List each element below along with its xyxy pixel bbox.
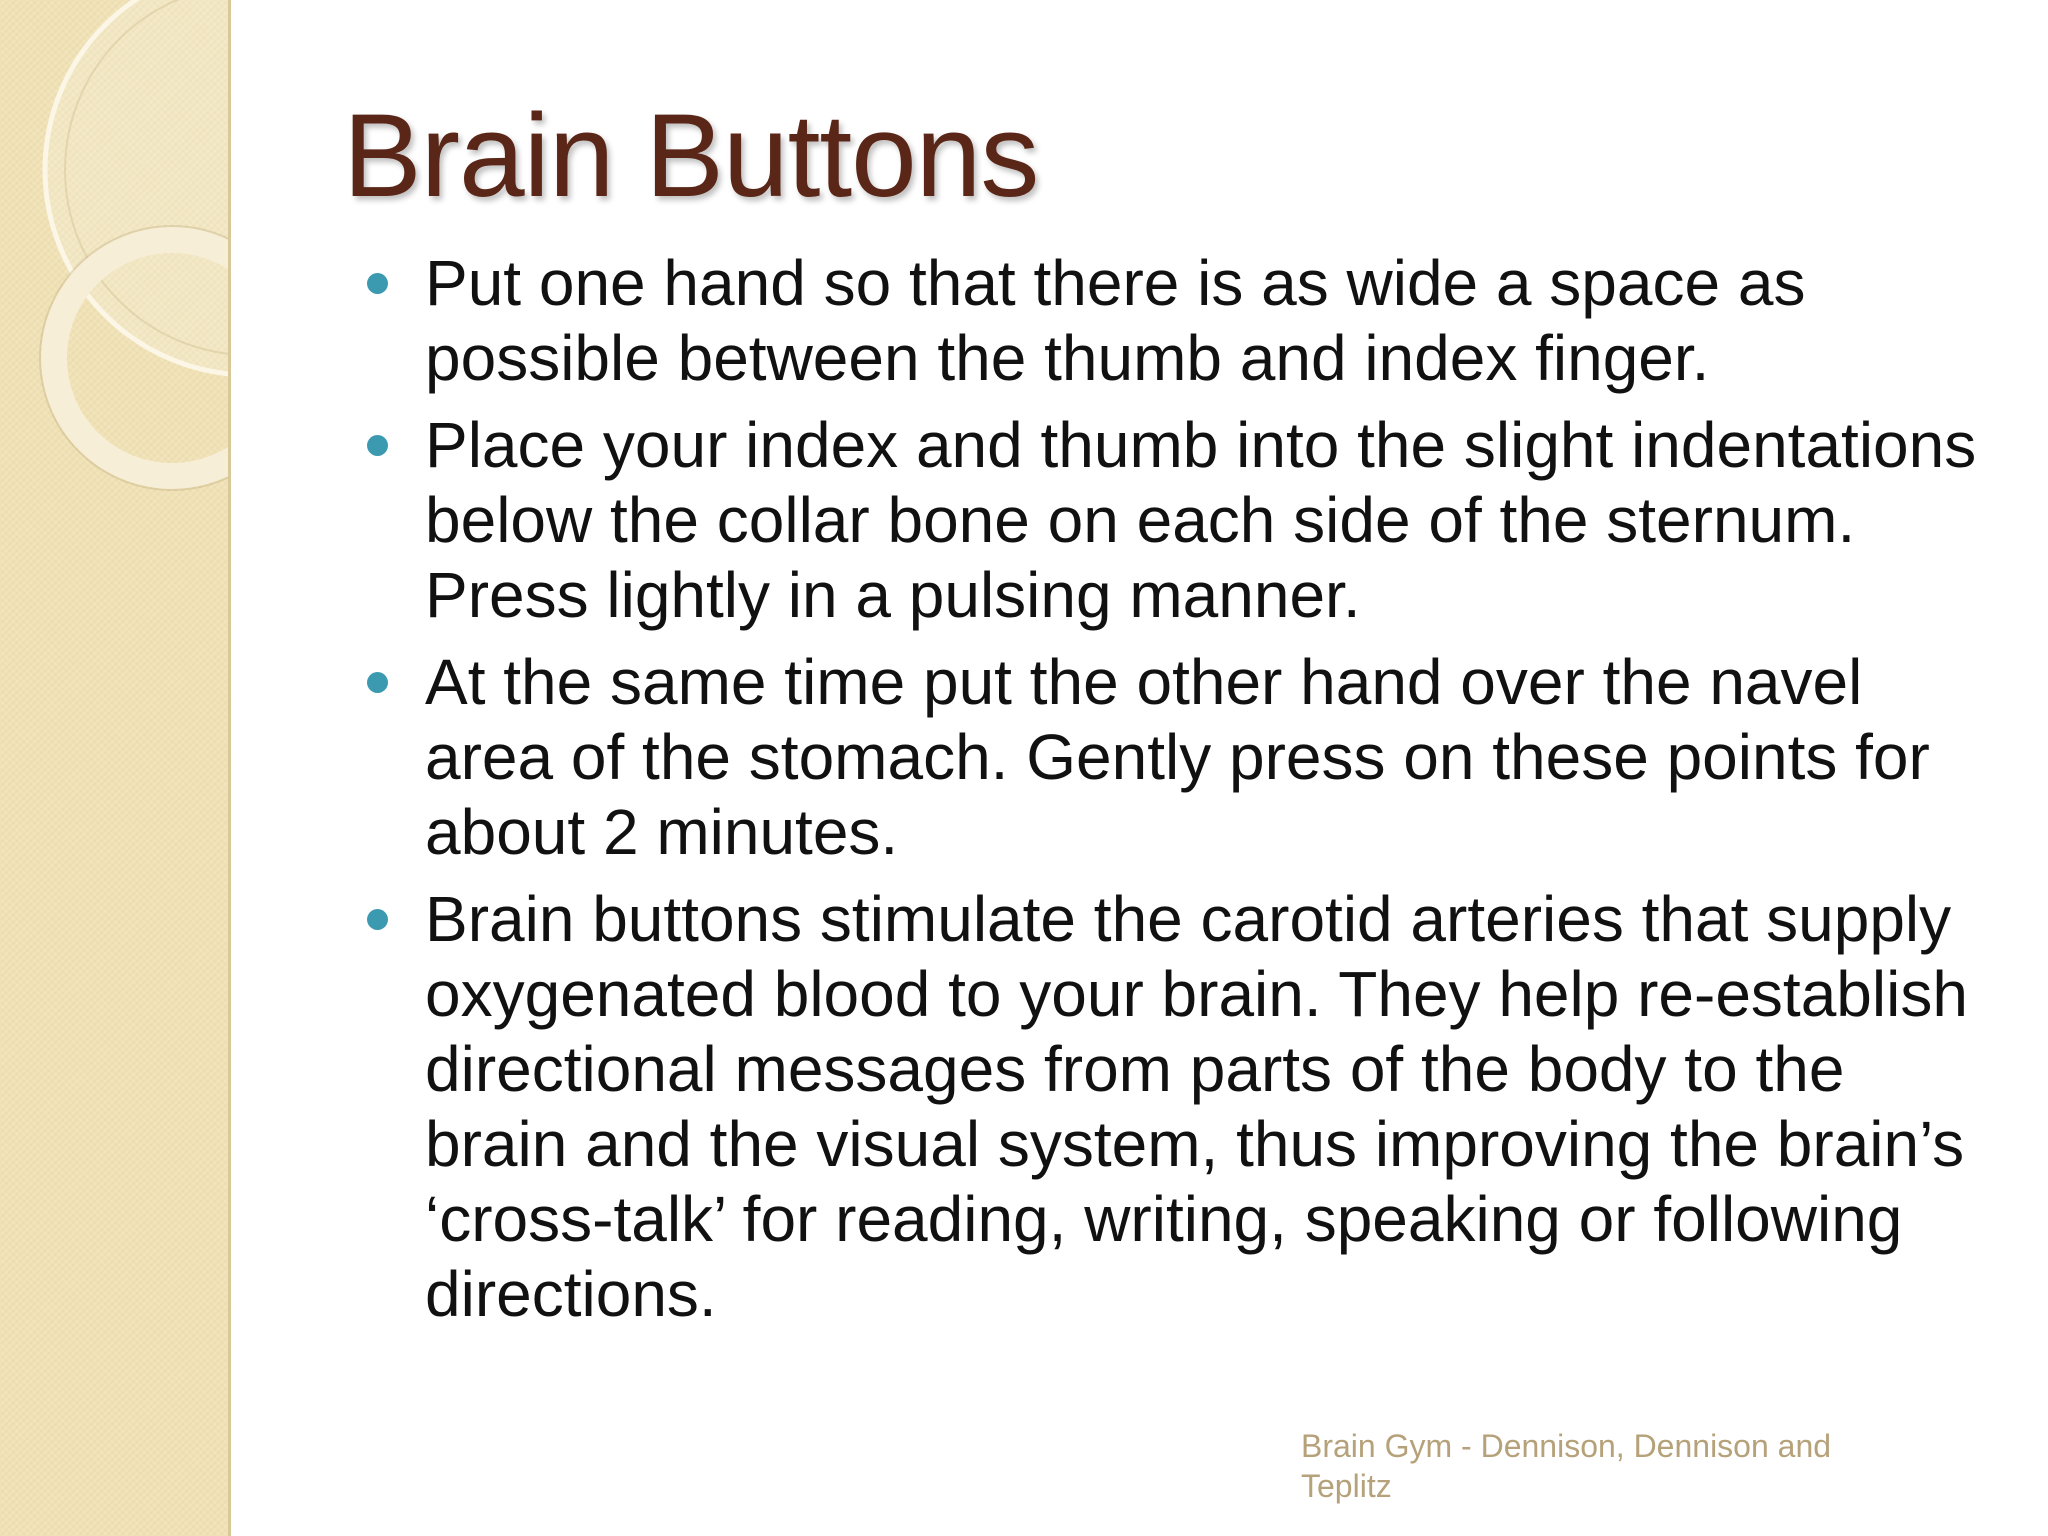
- bullet-text: Brain buttons stimulate the carotid arteries that supply oxygenated blood to your brain. They help re-establish directional messages from parts of the body to the brain and the visual system, thus improving the brain’s ‘cross-talk’ for reading, writing, speaking or following directions.: [425, 883, 1968, 1330]
- bullet-dot-icon: [367, 273, 388, 294]
- footer-credit: Brain Gym - Dennison, Dennison and Teplitz: [1301, 1428, 1832, 1504]
- bullet-dot-icon: [367, 672, 388, 693]
- bullet-text: Put one hand so that there is as wide a space as possible between the thumb and index finger.: [425, 247, 1806, 394]
- bullet-item: [360, 408, 1990, 633]
- bullet-dot-icon: [367, 909, 388, 930]
- bullet-text: Place your index and thumb into the slight indentations below the collar bone on each side of the sternum. Press lightly in a pulsing manner.: [425, 409, 1977, 631]
- bullet-text: At the same time put the other hand over the navel area of the stomach. Gently press on these points for about 2 minutes.: [425, 646, 1930, 868]
- bullet-list: [360, 246, 1990, 1344]
- bullet-item: [360, 882, 1990, 1332]
- decorative-rings-graphic: [0, 0, 228, 520]
- slide-title: Brain Buttons: [343, 90, 1039, 222]
- bullet-item: [360, 645, 1990, 870]
- decorative-side-band: [0, 0, 231, 1536]
- bullet-item: [360, 246, 1990, 396]
- bullet-dot-icon: [367, 435, 388, 456]
